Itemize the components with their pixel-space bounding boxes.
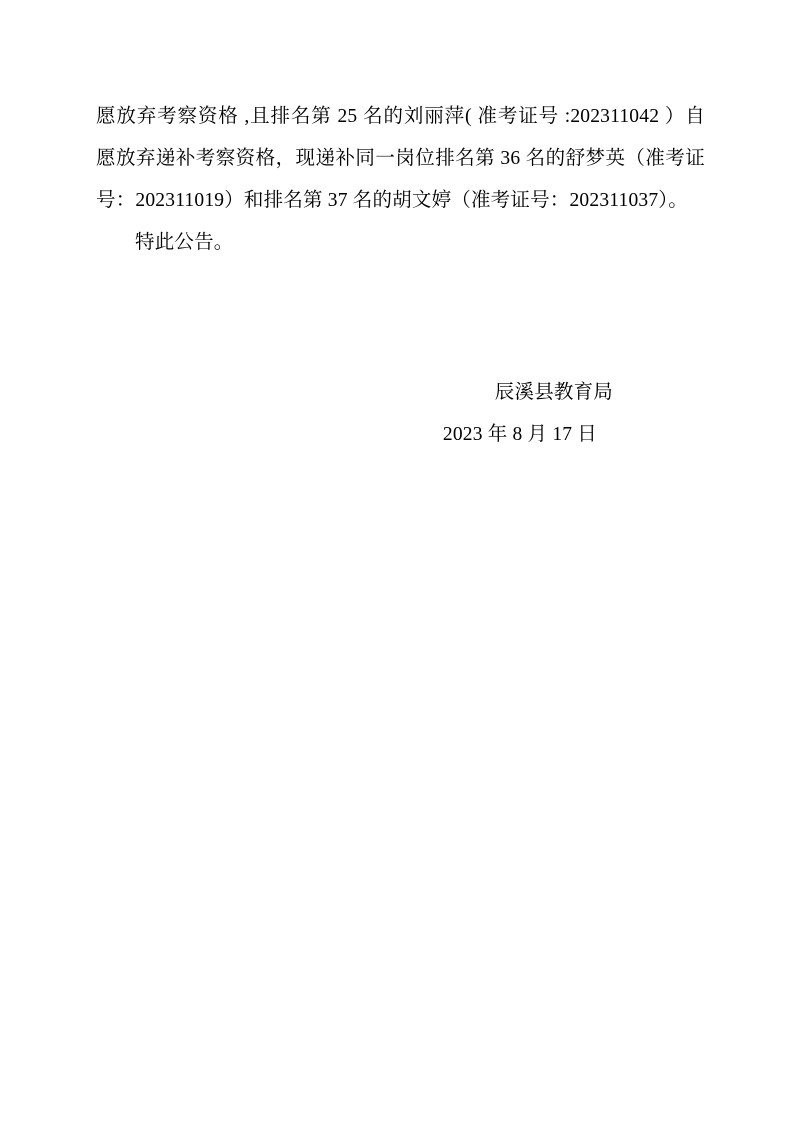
signature-block: [96, 372, 705, 456]
paragraph-notice-body: 愿放弃考察资格 ,且排名第 25 名的刘丽萍( 准考证号 :202311042 ）自愿放弃递补考察资格，现递补同一岗位排名第 36 名的舒梦英（准考证号：202311019）和排名第 37 名的胡文婷（准考证号：202311037）。: [96, 106, 705, 211]
signature-date: 2023 年 8 月 17 日: [442, 424, 597, 445]
paragraph-closing: 特此公告。: [135, 232, 234, 253]
signature-organization: 辰溪县教育局: [494, 382, 613, 403]
